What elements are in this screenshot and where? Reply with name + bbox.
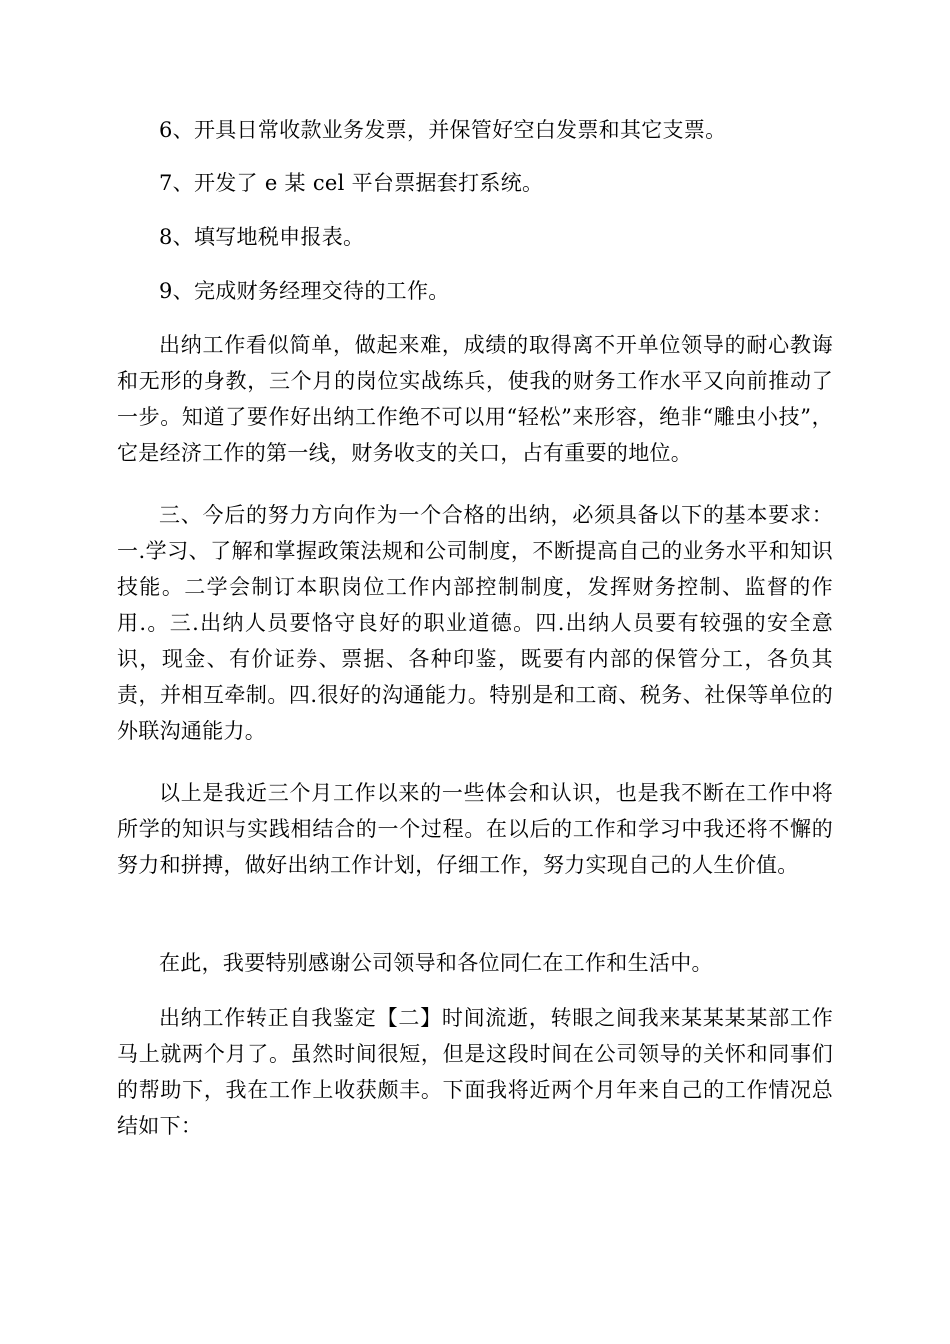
list-item-6: 6、开具日常收款业务发票，并保管好空白发票和其它支票。 — [159, 118, 727, 142]
list-item-7: 7、开发了 e 某 cel 平台票据套打系统。 — [159, 171, 544, 195]
paragraph-thanks: 在此，我要特别感谢公司领导和各位同仁在工作和生活中。 — [159, 951, 713, 975]
paragraph-future-direction: 三、今后的努力方向作为一个合格的出纳，必须具备以下的基本要求：一.学习、了解和掌握政策法规和公司制度，不断提高自己的业务水平和知识技能。二学会制订本职岗位工作内部控制制度，发挥财务控制、监督的作用.。三.出纳人员要恪守良好的职业道德。四.出纳人员要有较强的安全意识，现金、有价证券、票据、各种印鉴，既要有内部的保管分工，各负其责，并相互牵制。四.很好的沟通能力。特别是和工商、税务、社保等单位的外联沟通能力。 — [117, 503, 833, 743]
paragraph-cashier-work: 出纳工作看似简单，做起来难，成绩的取得离不开单位领导的耐心教诲和无形的身教，三个月的岗位实战练兵，使我的财务工作水平又向前推动了一步。知道了要作好出纳工作绝不可以用“轻松”来形容，绝非“雕虫小技”，它是经济工作的第一线，财务收支的关口，占有重要的地位。 — [117, 333, 833, 465]
paragraph-summary: 以上是我近三个月工作以来的一些体会和认识，也是我不断在工作中将所学的知识与实践相结合的一个过程。在以后的工作和学习中我还将不懈的努力和拼搏，做好出纳工作计划，仔细工作，努力实现自己的人生价值。 — [117, 781, 833, 877]
paragraph-self-evaluation-two: 出纳工作转正自我鉴定【二】时间流逝，转眼之间我来某某某某部工作马上就两个月了。虽然时间很短，但是这段时间在公司领导的关怀和同事们的帮助下，我在工作上收获颇丰。下面我将近两个月年来自己的工作情况总结如下： — [117, 1006, 833, 1138]
list-item-8: 8、填写地税申报表。 — [159, 225, 365, 249]
list-item-9: 9、完成财务经理交待的工作。 — [159, 279, 450, 303]
